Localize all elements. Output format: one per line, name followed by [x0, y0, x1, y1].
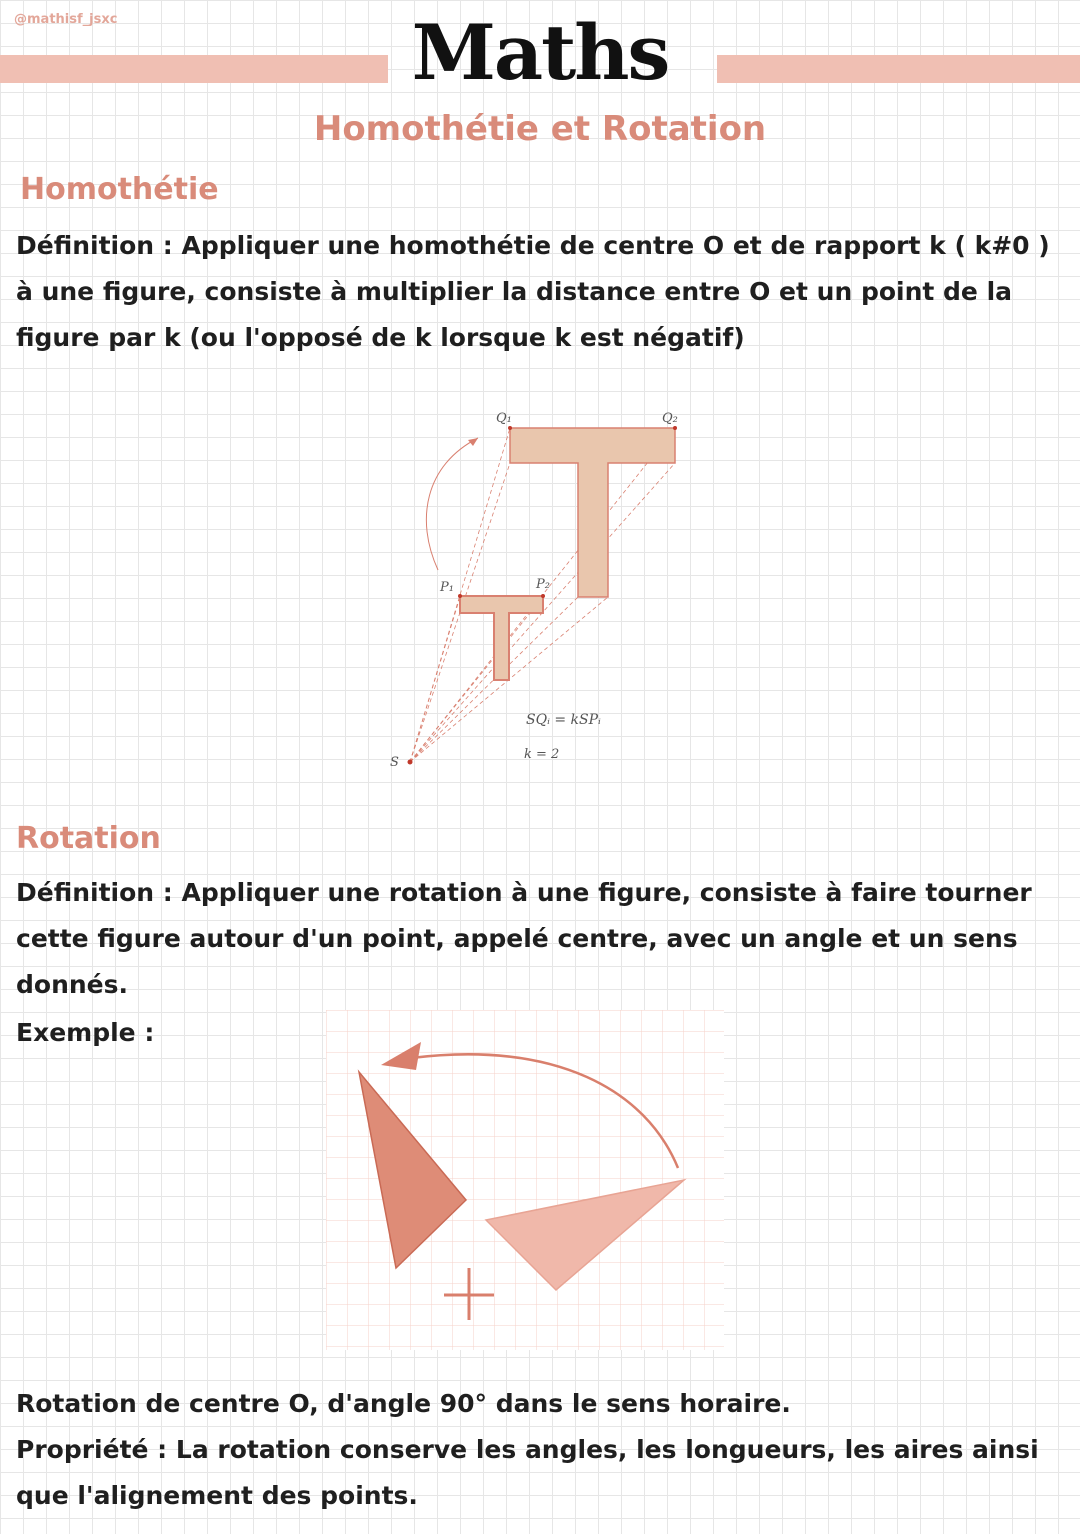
point-p1 — [458, 594, 462, 598]
small-t-shape — [460, 596, 543, 680]
property-text: La rotation conserve les angles, les longueurs, les aires ainsi que l'alignement des points. — [16, 1435, 1039, 1510]
homothetie-figure — [380, 400, 700, 780]
point-s — [408, 760, 413, 765]
section-heading-homothetie: Homothétie — [20, 172, 219, 207]
rotation-figure — [326, 1010, 724, 1350]
example-label: Exemple : — [16, 1018, 155, 1047]
scaling-arrow — [426, 438, 478, 570]
author-handle: @mathisf_jsxc — [14, 12, 118, 27]
label-p1: P₁ — [440, 580, 454, 595]
label-s: S — [390, 755, 399, 770]
label-p2: P₂ — [536, 577, 550, 592]
label-q1: Q₁ — [496, 411, 512, 426]
page-title: Maths — [411, 8, 669, 97]
rotation-caption: Rotation de centre O, d'angle 90° dans le sens horaire. — [16, 1389, 791, 1418]
homothetie-definition — [16, 223, 1066, 361]
section-heading-rotation: Rotation — [16, 821, 161, 856]
point-q1 — [508, 426, 512, 430]
definition-label: Définition : — [16, 231, 173, 260]
arrow-head-icon — [468, 438, 478, 446]
label-q2: Q₂ — [662, 411, 678, 426]
page-subtitle: Homothétie et Rotation — [313, 109, 767, 149]
k-value: k = 2 — [524, 747, 560, 762]
point-q2 — [673, 426, 677, 430]
rotation-property — [16, 1427, 1066, 1519]
property-label: Propriété : — [16, 1435, 168, 1464]
formula: SQᵢ = kSPᵢ — [526, 712, 601, 728]
large-t-shape — [510, 428, 675, 597]
point-p2 — [541, 594, 545, 598]
definition-label: Définition : — [16, 878, 173, 907]
definition-text: Appliquer une rotation à une figure, consiste à faire tourner cette figure autour d'un point, appelé centre, avec un angle et un sens donnés. — [16, 878, 1032, 999]
definition-text: Appliquer une homothétie de centre O et de rapport k ( k#0 ) à une figure, consiste à multiplier la distance entre O et un point de la figure par k (ou l'opposé de k lorsque k est négatif) — [16, 231, 1050, 352]
rotation-definition — [16, 870, 1066, 1008]
